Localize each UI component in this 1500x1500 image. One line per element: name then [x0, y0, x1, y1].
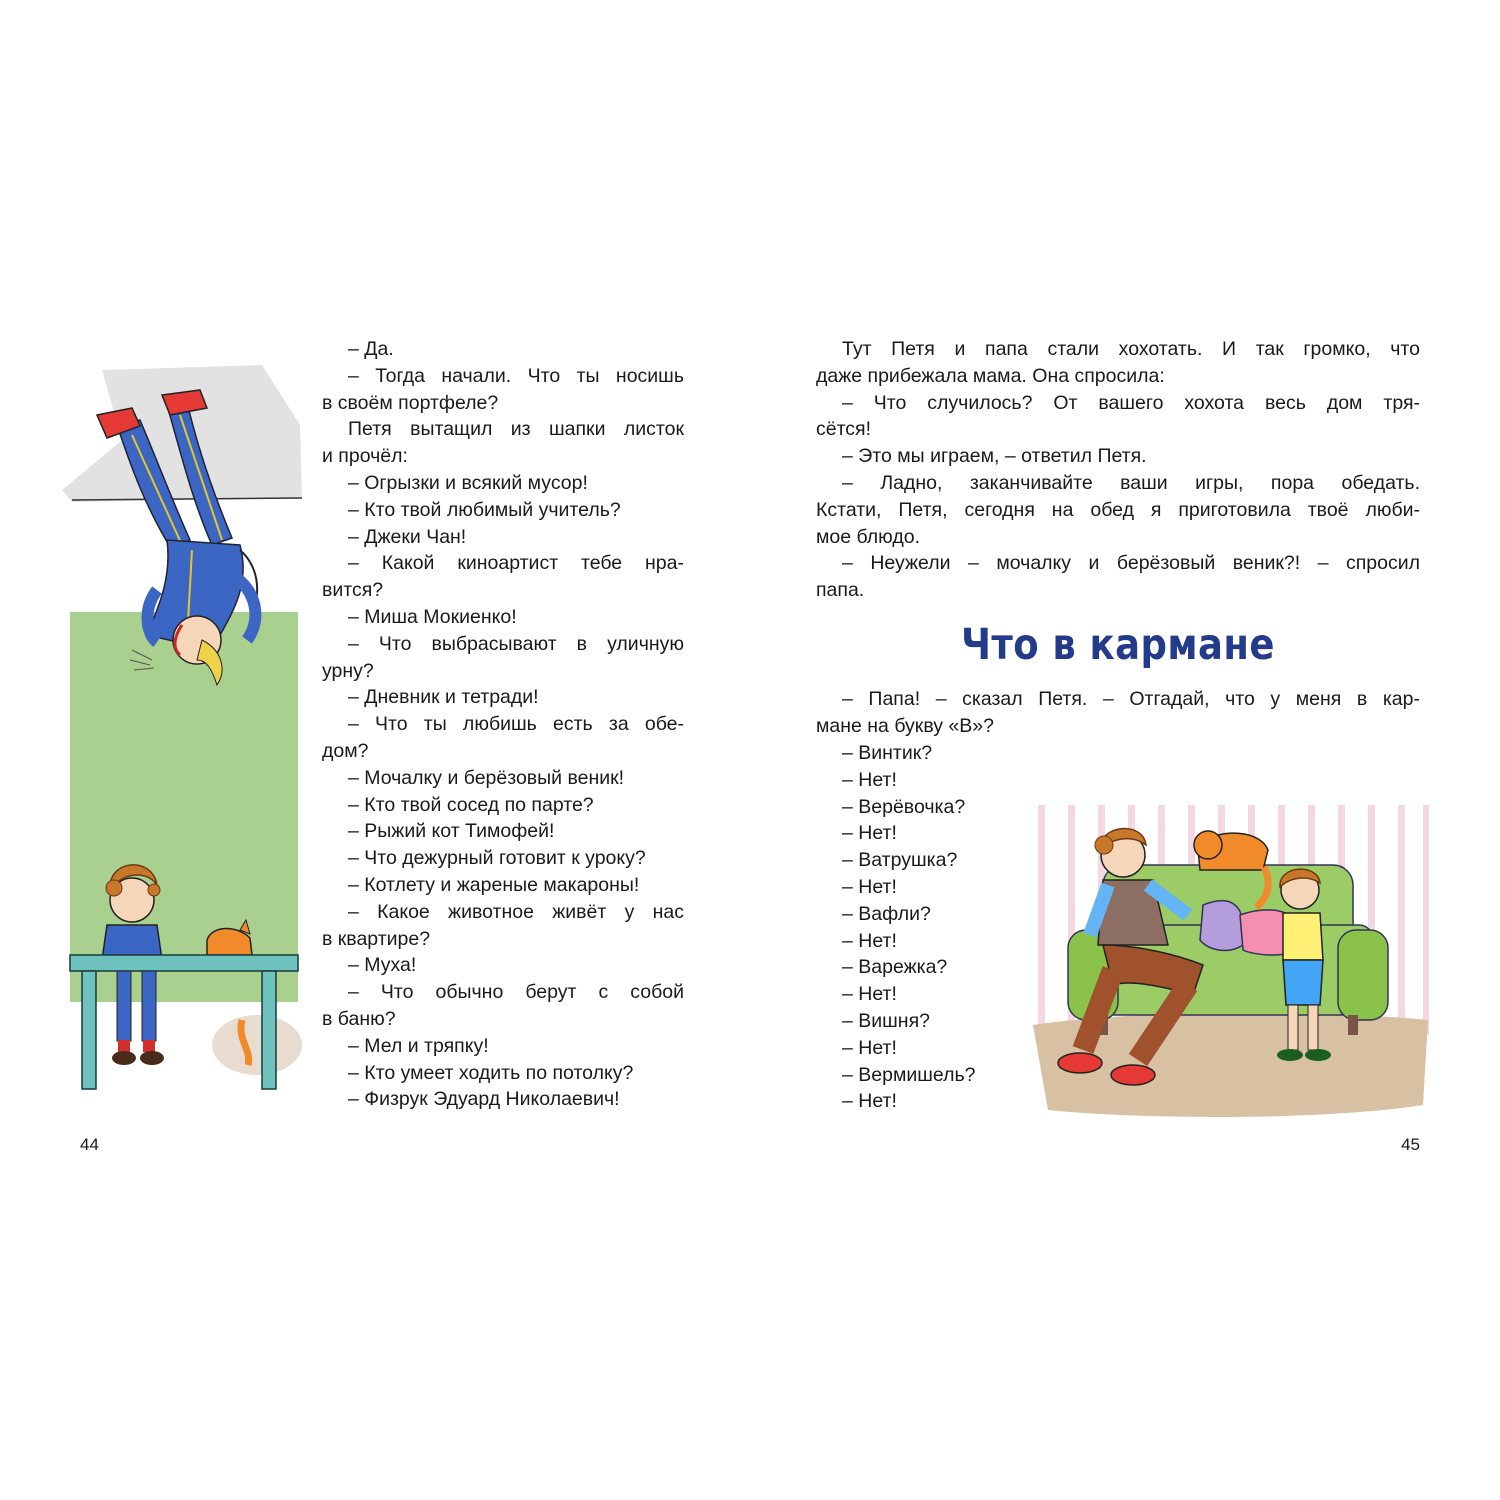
text-line: вится?: [322, 579, 384, 602]
text-line: в своём портфеле?: [322, 391, 499, 414]
text-line: – Что случилось? От вашего хохота весь дом тря-: [842, 391, 1420, 414]
right-page: [750, 0, 1500, 1500]
list-item: – Нет!: [842, 822, 897, 845]
text-line: – Кто умеет ходить по потолку?: [348, 1061, 634, 1084]
text-line: – Что обычно берут с собой: [348, 981, 684, 1004]
list-item: – Нет!: [842, 929, 897, 952]
text-line: – Папа! – сказал Петя. – Отгадай, что у меня в кар-: [842, 688, 1420, 710]
right-page-dialogue-list: [816, 740, 1056, 1115]
text-line: – Какое животное живёт у нас: [348, 900, 684, 923]
list-item: – Вафли?: [842, 902, 931, 925]
text-line: – Какой киноартист тебе нра-: [348, 552, 684, 575]
illustration-boy-upside-down-and-desk: [62, 350, 312, 1095]
list-item: – Нет!: [842, 875, 897, 898]
text-line: – Да.: [348, 338, 394, 360]
list-item: – Нет!: [842, 1090, 897, 1113]
text-line: даже прибежала мама. Она спросила:: [816, 364, 1165, 387]
text-line: и прочёл:: [322, 445, 408, 468]
list-item: – Варежка?: [842, 956, 948, 979]
text-line: – Что ты любишь есть за обе-: [348, 713, 684, 736]
text-line: – Мел и тряпку!: [348, 1034, 489, 1057]
text-line: в баню?: [322, 1007, 396, 1030]
list-item: – Винтик?: [842, 742, 933, 764]
page-number: 44: [80, 1135, 99, 1154]
left-page-text: [322, 336, 684, 1113]
list-item: – Вишня?: [842, 1009, 930, 1032]
text-line: – Что дежурный готовит к уроку?: [348, 847, 646, 870]
text-line: – Кто твой сосед по парте?: [348, 793, 594, 816]
list-item: – Нет!: [842, 768, 897, 791]
text-line: – Котлету и жареные макароны!: [348, 873, 640, 896]
list-item: – Ватрушка?: [842, 849, 958, 872]
list-item: – Нет!: [842, 983, 897, 1006]
text-line: – Неужели – мочалку и берёзовый веник?! – спросил: [842, 552, 1420, 575]
text-line: – Дневник и тетради!: [348, 686, 539, 709]
text-line: Тут Петя и папа стали хохотать. И так громко, что: [842, 338, 1420, 360]
text-line: – Это мы играем, – ответил Петя.: [842, 445, 1147, 468]
text-line: мое блюдо.: [816, 525, 921, 548]
list-item: – Нет!: [842, 1036, 897, 1059]
text-line: – Огрызки и всякий мусор!: [348, 471, 588, 494]
text-line: – Мочалку и берёзовый веник!: [348, 766, 625, 789]
text-line: в квартире?: [322, 927, 431, 950]
text-line: – Муха!: [348, 954, 417, 977]
text-line: дом?: [322, 739, 369, 762]
text-line: – Джеки Чан!: [348, 525, 467, 548]
text-line: Кстати, Петя, сегодня на обед я приготовила твоё люби-: [816, 498, 1420, 521]
list-item: – Вермишель?: [842, 1063, 976, 1086]
text-line: Петя вытащил из шапки листок: [348, 418, 684, 441]
text-line: – Физрук Эдуард Николаевич!: [348, 1088, 620, 1111]
text-line: – Тогда начали. Что ты носишь: [348, 364, 684, 387]
text-line: – Кто твой любимый учитель?: [348, 498, 621, 521]
text-line: – Рыжий кот Тимофей!: [348, 820, 555, 843]
text-line: – Ладно, заканчивайте ваши игры, пора обедать.: [842, 471, 1420, 494]
list-item: – Верёвочка?: [842, 795, 966, 818]
text-line: – Что выбрасывают в уличную: [348, 632, 684, 655]
text-line: сётся!: [816, 418, 872, 441]
illustration-father-and-son-on-sofa: [1028, 795, 1430, 1120]
text-line: – Миша Мокиенко!: [348, 605, 517, 628]
text-line: папа.: [816, 579, 865, 602]
text-line: мане на букву «В»?: [816, 714, 994, 737]
right-page-text-mid: [816, 686, 1420, 740]
text-line: урну?: [322, 659, 374, 682]
page-number: 45: [1401, 1135, 1420, 1154]
right-page-text-top: [816, 336, 1420, 604]
chapter-title: Что в кармане: [961, 620, 1275, 670]
